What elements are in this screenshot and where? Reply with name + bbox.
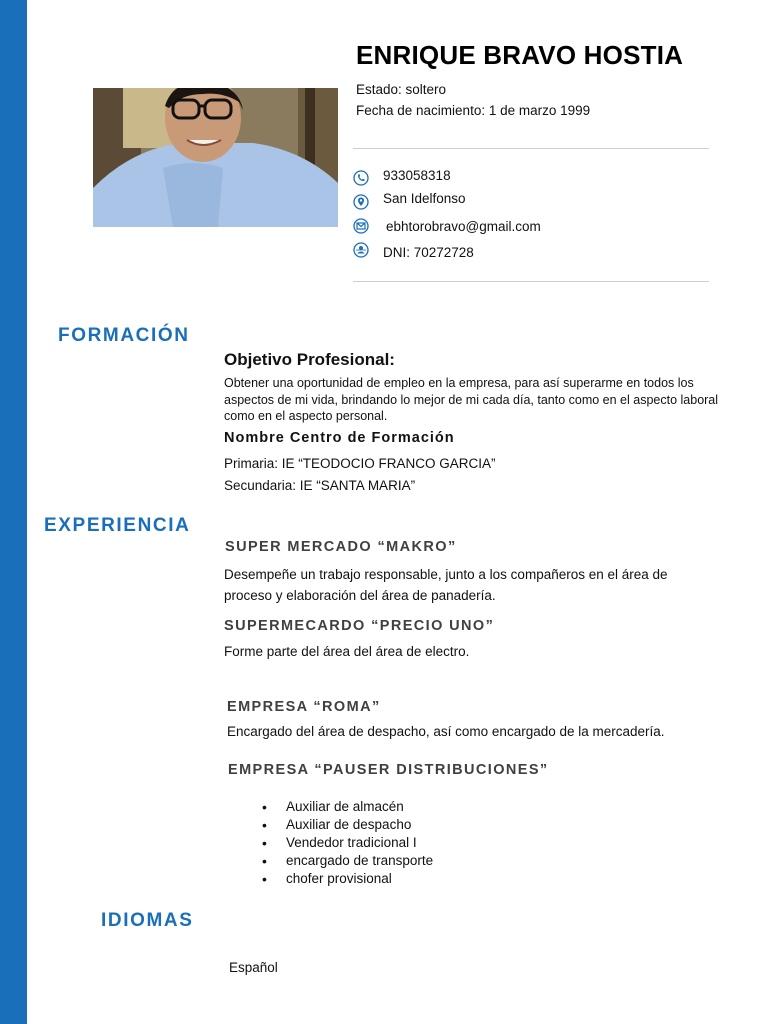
phone-icon bbox=[353, 170, 369, 186]
email-icon bbox=[353, 218, 369, 234]
education-center-title: Nombre Centro de Formación bbox=[224, 430, 455, 446]
list-item: • Vendedor tradicional I bbox=[262, 834, 433, 852]
section-title-experiencia: EXPERIENCIA bbox=[44, 515, 191, 536]
job-title: EMPRESA “PAUSER DISTRIBUCIONES” bbox=[228, 762, 549, 778]
header-divider-bottom bbox=[353, 281, 709, 282]
list-item: • chofer provisional bbox=[262, 870, 433, 888]
secondary-school: Secundaria: IE “SANTA MARIA” bbox=[224, 478, 416, 493]
left-accent-bar bbox=[0, 0, 27, 1024]
location-pin-icon bbox=[353, 194, 369, 210]
id-card-icon bbox=[353, 242, 369, 258]
job-description: Forme parte del área del área de electro. bbox=[224, 644, 470, 659]
primary-school: Primaria: IE “TEODOCIO FRANCO GARCIA” bbox=[224, 456, 496, 471]
location-text: San Idelfonso bbox=[383, 191, 466, 206]
list-item: • Auxiliar de despacho bbox=[262, 816, 433, 834]
marital-status: Estado: soltero bbox=[356, 82, 447, 97]
language-item: Español bbox=[229, 960, 278, 975]
phone-number: 933058318 bbox=[383, 168, 451, 183]
section-title-idiomas: IDIOMAS bbox=[101, 910, 194, 931]
job-title: SUPER MERCADO “MAKRO” bbox=[225, 539, 457, 555]
profile-photo bbox=[93, 88, 338, 227]
section-title-formacion: FORMACIÓN bbox=[58, 325, 190, 346]
pauser-duties-list bbox=[262, 798, 433, 888]
list-item: • Auxiliar de almacén bbox=[262, 798, 433, 816]
job-description: Desempeñe un trabajo responsable, junto a los compañeros en el área de proceso y elaboración del área de panadería. bbox=[224, 567, 668, 603]
dni-number: DNI: 70272728 bbox=[383, 245, 474, 260]
objective-text: Obtener una oportunidad de empleo en la empresa, para así superarme en todos los aspectos de mi vida, brindando lo mejor de mi cada día, tanto como en el aspecto laboral como en el aspecto personal. bbox=[224, 376, 719, 423]
list-item: • encargado de transporte bbox=[262, 852, 433, 870]
birth-date: Fecha de nacimiento: 1 de marzo 1999 bbox=[356, 103, 591, 118]
job-title: EMPRESA “ROMA” bbox=[227, 699, 381, 715]
job-description: Encargado del área de despacho, así como encargado de la mercadería. bbox=[227, 724, 665, 739]
job-title: SUPERMECARDO “PRECIO UNO” bbox=[224, 618, 495, 634]
objective-title: Objetivo Profesional: bbox=[224, 350, 395, 369]
header-divider-top bbox=[353, 148, 709, 149]
email-address[interactable]: ebhtorobravo@gmail.com bbox=[386, 219, 541, 234]
full-name: ENRIQUE BRAVO HOSTIA bbox=[356, 40, 684, 70]
